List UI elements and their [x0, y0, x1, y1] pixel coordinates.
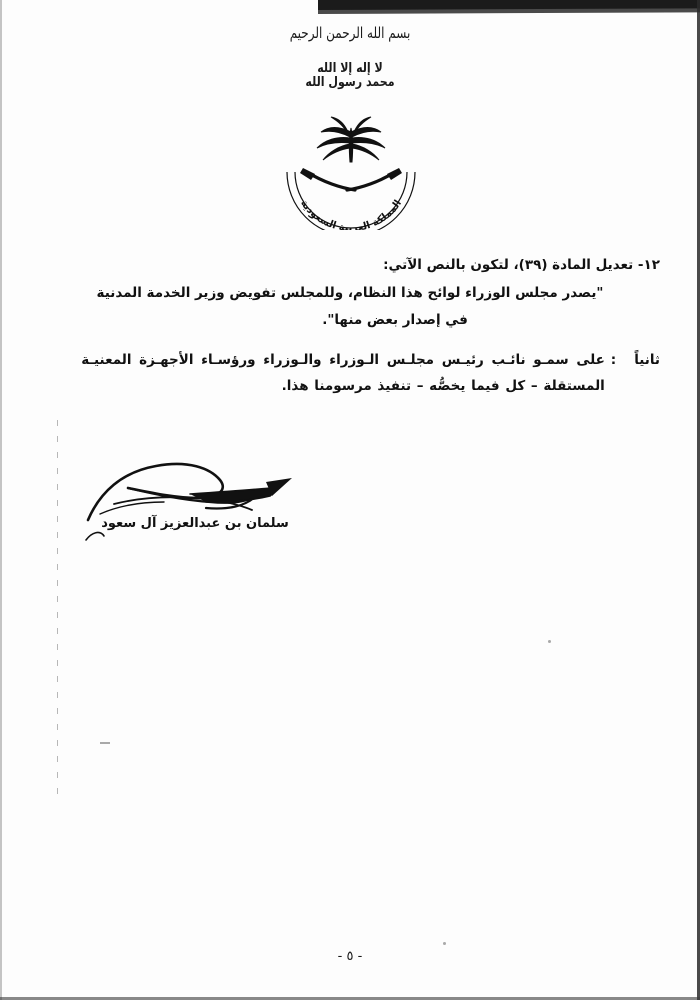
clause-12-quote-line-1: "يصدر مجلس الوزراء لوائح هذا النظام، وللمجلس تفويض وزير الخدمة المدنية — [96, 285, 604, 302]
basmala-text: بسم الله الرحمن الرحيم — [289, 24, 411, 42]
clause-12-quote-line-2: في إصدار بعض منها". — [322, 311, 468, 328]
scan-speck — [100, 742, 110, 744]
scan-edge-left — [0, 0, 2, 1000]
svg-text:المملكة العربية السعودية: المملكة العربية السعودية — [297, 198, 405, 230]
shahada-emblem-text — [53, 62, 648, 91]
paper-fold-line — [57, 420, 58, 800]
signature-name: سلمان بن عبدالعزيز آل سعود — [101, 516, 289, 531]
page-number: - ٥ - — [337, 949, 363, 964]
shahada-line-1: لا إله إلا الله — [317, 61, 383, 76]
scan-speck — [443, 942, 446, 945]
second-clause-text — [40, 347, 605, 400]
second-clause-text-line-2: المستقلة – كل فيما يخصُّه – تنفيذ مرسومنا هذا. — [281, 378, 605, 395]
shahada-line-2: محمد رسول الله — [305, 75, 395, 91]
second-clause-colon: : — [610, 351, 617, 368]
scan-speck — [548, 640, 551, 643]
second-clause — [40, 347, 660, 400]
clause-item-12: ١٢- تعديل المادة (٣٩)، لتكون بالنص الآتي: — [383, 257, 660, 273]
saudi-national-emblem-icon — [251, 110, 451, 230]
second-clause-text-line-1: على سمـو نائـب رئيـس مجلـس الـوزراء والـوزراء ورؤسـاء الأجهـزة المعنيـة — [81, 351, 605, 368]
document-body — [0, 252, 700, 400]
second-clause-label: ثانياً — [634, 351, 660, 368]
scan-edge-top-shadow — [318, 8, 700, 14]
handwritten-signature-icon — [70, 448, 320, 558]
